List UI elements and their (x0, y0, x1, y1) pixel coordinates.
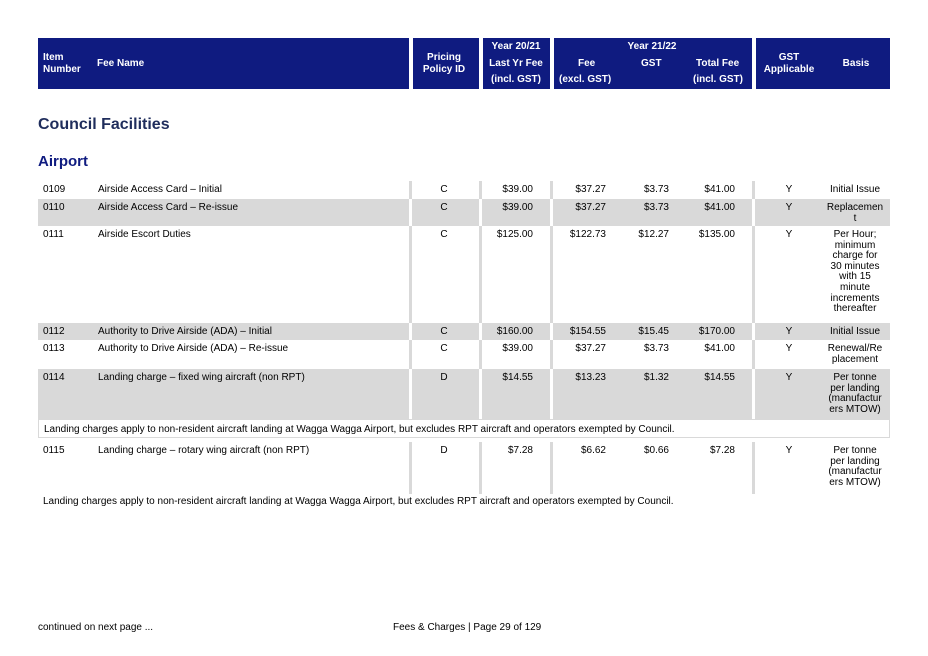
cell-basis: Initial Issue (829, 184, 881, 195)
cell-gst-applicable: Y (785, 445, 793, 456)
cell-gst-applicable: Y (785, 372, 793, 383)
cell-fee: $37.27 (575, 202, 606, 213)
cell-last-yr-fee: $160.00 (496, 326, 533, 337)
column-divider (409, 199, 412, 226)
cell-gst-applicable: Y (785, 202, 793, 213)
cell-fee: $122.73 (569, 229, 606, 240)
cell-fee-name: Airside Escort Duties (98, 229, 191, 240)
header-item-number: Item Number (43, 52, 81, 75)
column-divider (550, 340, 553, 369)
cell-total-fee: $41.00 (704, 184, 735, 195)
cell-item-number: 0112 (43, 326, 65, 337)
column-divider (550, 323, 553, 340)
cell-fee-name: Airside Access Card – Initial (98, 184, 222, 195)
header-basis: Basis (842, 58, 870, 69)
cell-item-number: 0115 (43, 445, 65, 456)
header-fee: Fee (578, 58, 596, 69)
cell-gst: $0.66 (643, 445, 669, 456)
column-divider (752, 340, 755, 369)
cell-gst: $3.73 (643, 343, 669, 354)
footer-continued: continued on next page ... (38, 622, 154, 633)
cell-gst-applicable: Y (785, 229, 793, 240)
column-divider (479, 369, 482, 419)
column-divider (550, 369, 553, 419)
cell-fee: $154.55 (569, 326, 606, 337)
cell-basis: Renewal/Re placement (827, 343, 883, 365)
cell-gst: $1.32 (643, 372, 669, 383)
cell-fee-name: Authority to Drive Airside (ADA) – Re-issue (98, 343, 289, 354)
cell-pricing-policy: C (440, 343, 448, 354)
column-divider (409, 181, 412, 199)
column-divider (479, 442, 482, 494)
cell-basis: Per Hour; minimum charge for 30 minutes with 15 minute increments thereafter (830, 229, 880, 315)
category-title: Council Facilities (38, 116, 170, 133)
table-row (38, 442, 890, 494)
cell-total-fee: $7.28 (709, 445, 735, 456)
column-divider (409, 323, 412, 340)
cell-basis: Per tonne per landing (manufactur ers MTOW) (828, 372, 882, 415)
header-divider (409, 38, 413, 89)
header-fee-name: Fee Name (97, 58, 145, 69)
cell-last-yr-fee: $14.55 (502, 372, 533, 383)
cell-total-fee: $41.00 (704, 343, 735, 354)
table-row (38, 199, 890, 226)
column-divider (479, 181, 482, 199)
cell-fee: $13.23 (575, 372, 606, 383)
column-divider (752, 181, 755, 199)
column-divider (409, 442, 412, 494)
cell-total-fee: $14.55 (704, 372, 735, 383)
cell-basis: Initial Issue (829, 326, 881, 337)
cell-basis: Replacemen t (826, 202, 884, 224)
column-divider (409, 226, 412, 323)
cell-total-fee: $170.00 (698, 326, 735, 337)
cell-fee: $6.62 (580, 445, 606, 456)
column-divider (550, 181, 553, 199)
column-divider (409, 369, 412, 419)
table-row (38, 226, 890, 323)
header-last-yr-fee: Last Yr Fee (489, 58, 543, 69)
column-divider (752, 369, 755, 419)
column-divider (479, 323, 482, 340)
cell-item-number: 0109 (43, 184, 66, 195)
column-divider (550, 226, 553, 323)
column-divider (550, 199, 553, 226)
cell-pricing-policy: C (440, 184, 448, 195)
cell-fee: $37.27 (575, 184, 606, 195)
cell-gst: $12.27 (638, 229, 669, 240)
cell-gst: $15.45 (638, 326, 669, 337)
cell-basis: Per tonne per landing (manufactur ers MTOW) (828, 445, 882, 488)
cell-pricing-policy: C (440, 326, 448, 337)
cell-last-yr-fee: $7.28 (507, 445, 533, 456)
cell-fee-name: Landing charge – rotary wing aircraft (non RPT) (98, 445, 310, 456)
cell-last-yr-fee: $39.00 (502, 184, 533, 195)
column-divider (479, 340, 482, 369)
cell-total-fee: $41.00 (704, 202, 735, 213)
cell-last-yr-fee: $39.00 (502, 202, 533, 213)
table-row (38, 181, 890, 199)
cell-fee-name: Authority to Drive Airside (ADA) – Initial (98, 326, 272, 337)
column-divider (752, 323, 755, 340)
header-gst: GST (641, 58, 662, 69)
header-total-fee: Total Fee (696, 58, 740, 69)
cell-total-fee: $135.00 (698, 229, 735, 240)
cell-last-yr-fee: $39.00 (502, 343, 533, 354)
table-row (38, 340, 890, 369)
cell-fee-name: Airside Access Card – Re-issue (98, 202, 239, 213)
cell-item-number: 0110 (43, 202, 65, 213)
table-header (38, 38, 890, 89)
note-text: Landing charges apply to non-resident aircraft landing at Wagga Wagga Airport, but excludes RPT aircraft and operators exempted by Council. (44, 424, 675, 435)
cell-pricing-policy: D (440, 372, 448, 383)
table-row (38, 369, 890, 419)
column-divider (550, 442, 553, 494)
cell-gst-applicable: Y (785, 184, 793, 195)
header-year-curr: Year 21/22 (627, 41, 677, 52)
cell-item-number: 0111 (43, 229, 64, 240)
header-year-prev: Year 20/21 (491, 41, 541, 52)
header-last-yr-fee-incl: (incl. GST) (491, 74, 541, 85)
subcategory-title: Airport (38, 153, 88, 170)
cell-item-number: 0114 (43, 372, 65, 383)
column-divider (752, 226, 755, 323)
header-fee-excl: (excl. GST) (559, 74, 612, 85)
cell-pricing-policy: C (440, 202, 448, 213)
column-divider (479, 226, 482, 323)
cell-fee: $37.27 (575, 343, 606, 354)
cell-gst-applicable: Y (785, 326, 793, 337)
column-divider (479, 199, 482, 226)
note-landing-rotary-wing (38, 492, 890, 511)
cell-pricing-policy: C (440, 229, 448, 240)
column-divider (409, 340, 412, 369)
cell-gst: $3.73 (643, 184, 669, 195)
header-gst-applicable: GST Applicable (763, 52, 815, 75)
column-divider (752, 442, 755, 494)
table-row (38, 323, 890, 340)
cell-gst: $3.73 (643, 202, 669, 213)
cell-fee-name: Landing charge – fixed wing aircraft (non RPT) (98, 372, 305, 383)
header-pricing-policy: Pricing Policy ID (422, 52, 466, 75)
footer-page-number: Fees & Charges | Page 29 of 129 (393, 622, 542, 633)
cell-pricing-policy: D (440, 445, 448, 456)
column-divider (752, 199, 755, 226)
cell-last-yr-fee: $125.00 (496, 229, 533, 240)
header-total-fee-incl: (incl. GST) (693, 74, 743, 85)
note-text: Landing charges apply to non-resident aircraft landing at Wagga Wagga Airport, but excludes RPT aircraft and operators exempted by Council. (43, 496, 674, 507)
note-landing-fixed-wing (38, 419, 890, 438)
cell-gst-applicable: Y (785, 343, 793, 354)
cell-item-number: 0113 (43, 343, 65, 354)
